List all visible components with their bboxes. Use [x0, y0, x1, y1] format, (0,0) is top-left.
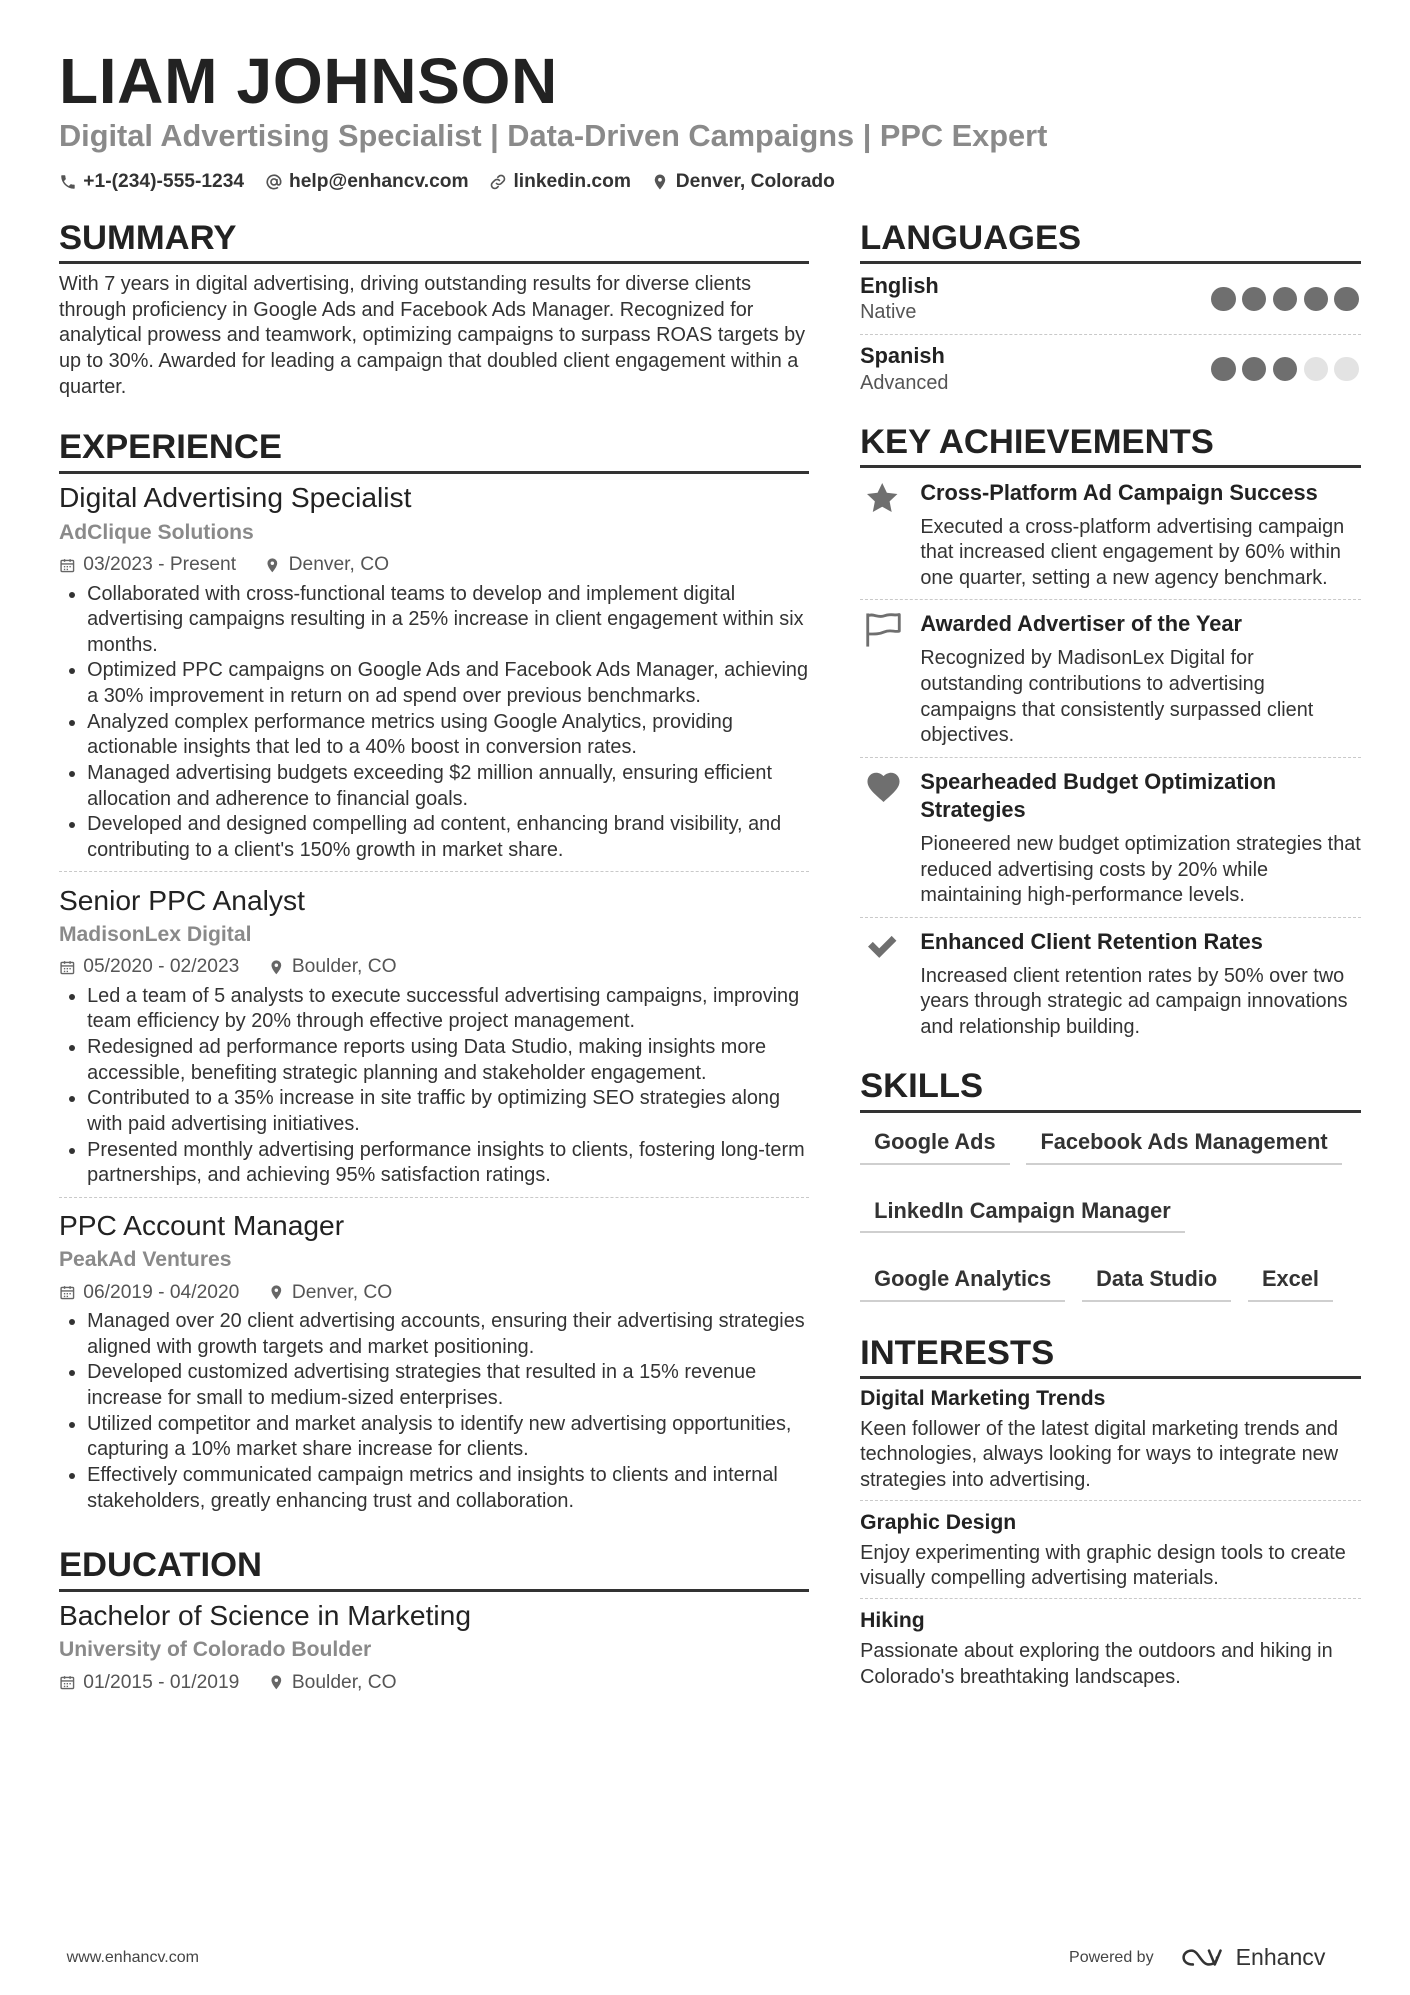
rating-dot-filled: [1211, 287, 1235, 311]
achievement-icon-wrap: [860, 610, 920, 748]
summary-heading: SUMMARY: [59, 218, 809, 265]
experience-heading: EXPERIENCE: [59, 427, 809, 474]
skills-section: [860, 1066, 1361, 1326]
calendar-icon: [59, 1284, 76, 1301]
job-entry: [59, 1197, 809, 1522]
skills-heading: SKILLS: [860, 1066, 1361, 1113]
achievement-item: [860, 599, 1361, 756]
at-icon: [265, 173, 283, 191]
enhancv-logo-icon: [1179, 1946, 1225, 1969]
interest-title: Digital Marketing Trends: [860, 1386, 1106, 1410]
contact-phone[interactable]: [59, 169, 244, 195]
job-location-wrap: [268, 954, 397, 980]
interest-desc: Enjoy experimenting with graphic design tools to create visually compelling advertising materials.: [860, 1541, 1346, 1590]
achievement-title: Cross-Platform Ad Campaign Success: [920, 479, 1318, 505]
language-item: [860, 270, 1361, 334]
achievement-icon-wrap: [860, 479, 920, 592]
job-bullet: • Analyzed complex performance metrics using Google Analytics, providing actionable insights that led to a 40% boost in conversion rates.: [87, 710, 809, 761]
skill-tag: Data Studio: [1082, 1258, 1231, 1302]
contact-location: [651, 169, 834, 195]
enhancv-logo[interactable]: [1179, 1944, 1325, 1971]
education-section: [59, 1545, 809, 1703]
rating-dot-filled: [1273, 357, 1297, 381]
summary-text: With 7 years in digital advertising, driving outstanding results for diverse clients through proficiency in Google Ads and Facebook Ads Manager. Recognized for analytical prowess and teamwork, optimizing campaigns to surpass ROAS targets by up to 30%. Awarded for leading a campaign that doubled client engagement within a quarter.: [58, 273, 806, 398]
interest-item: [860, 1598, 1361, 1696]
achievement-desc: Executed a cross-platform advertising campaign that increased client engagement by 60% within one quarter, setting a new agency benchmark.: [920, 515, 1345, 589]
education-location: Boulder, CO: [291, 1671, 397, 1693]
skill-tag: Google Ads: [860, 1120, 1010, 1164]
left-column: [59, 218, 809, 1703]
job-bullet: • Managed advertising budgets exceeding $2 million annually, ensuring efficient allocation and adherence to financial goals.: [87, 761, 809, 812]
powered-by-label: Powered by: [1069, 1948, 1154, 1967]
achievement-title: Spearheaded Budget Optimization Strategies: [920, 768, 1277, 823]
job-bullet: • Developed and designed compelling ad content, enhancing brand visibility, and contributing to a client's 150% growth in market share.: [87, 812, 809, 863]
location-pin-icon: [264, 557, 281, 574]
phone-icon: [59, 173, 77, 191]
interest-desc: Keen follower of the latest digital marketing trends and technologies, always looking for ways to integrate new strategies into advertising.: [860, 1417, 1339, 1491]
interest-title: Graphic Design: [860, 1510, 1017, 1534]
job-meta: [59, 552, 809, 578]
education-heading: EDUCATION: [59, 1545, 809, 1592]
job-entry: [59, 480, 809, 871]
contact-linkedin-text: linkedin.com: [513, 171, 631, 193]
languages-section: [860, 218, 1361, 404]
achievement-desc: Increased client retention rates by 50% over two years through strategic ad campaign innovations and relationship building.: [920, 964, 1348, 1038]
job-bullet: • Utilized competitor and market analysis to identify new advertising opportunities, capturing a 10% market share increase for clients.: [87, 1412, 809, 1463]
job-dates: 05/2020 - 02/2023: [83, 956, 240, 978]
job-bullet: • Collaborated with cross-functional teams to develop and implement digital advertising campaigns resulting in a 25% increase in client engagement within six months.: [87, 582, 809, 659]
job-bullet: • Optimized PPC campaigns on Google Ads and Facebook Ads Manager, achieving a 30% improvement in return on ad spend over previous benchmarks.: [87, 658, 809, 709]
job-bullet: • Contributed to a 35% increase in site traffic by optimizing SEO strategies along with paid advertising initiatives.: [87, 1086, 809, 1137]
job-dates: 03/2023 - Present: [83, 554, 237, 576]
job-meta: [59, 954, 809, 980]
achievement-title: Awarded Advertiser of the Year: [920, 611, 1242, 637]
footer-website[interactable]: www.enhancv.com: [66, 1948, 199, 1967]
rating-dot-filled: [1273, 287, 1297, 311]
achievement-desc: Recognized by MadisonLex Digital for outstanding contributions to advertising campaigns that consistently surpassed client objectives.: [920, 647, 1314, 747]
job-location: Denver, CO: [288, 554, 390, 576]
rating-dot-filled: [1242, 287, 1266, 311]
skill-tag: Facebook Ads Management: [1026, 1120, 1341, 1164]
interest-title: Hiking: [860, 1608, 925, 1632]
achievement-item: [860, 917, 1361, 1049]
language-level: Advanced: [860, 371, 949, 394]
language-name: English: [860, 273, 939, 299]
heart-icon: [863, 768, 904, 806]
skill-tag: LinkedIn Campaign Manager: [860, 1189, 1185, 1233]
language-name: Spanish: [860, 343, 945, 369]
job-meta: [59, 1280, 809, 1306]
candidate-headline: Digital Advertising Specialist | Data-Driven Campaigns | PPC Expert: [58, 117, 1048, 153]
contact-location-text: Denver, Colorado: [675, 171, 835, 193]
job-location: Boulder, CO: [291, 956, 397, 978]
language-item: [860, 334, 1361, 404]
job-location-wrap: [264, 552, 389, 578]
interest-item: [860, 1379, 1361, 1500]
rating-dot-empty: [1304, 357, 1328, 381]
brand-name: Enhancv: [1235, 1944, 1326, 1971]
job-location: Denver, CO: [291, 1281, 393, 1303]
job-title: Digital Advertising Specialist: [58, 481, 412, 514]
achievement-item: [860, 757, 1361, 917]
interest-desc: Passionate about exploring the outdoors and hiking in Colorado's breathtaking landscapes.: [860, 1640, 1333, 1688]
location-pin-icon: [651, 173, 669, 191]
achievements-heading: KEY ACHIEVEMENTS: [860, 422, 1361, 469]
job-bullets: [59, 1309, 809, 1514]
rating-dot-filled: [1304, 287, 1328, 311]
achievement-desc: Pioneered new budget optimization strategies that reduced advertising costs by 20% while maintaining high-performance levels.: [920, 832, 1361, 907]
skill-tag: Excel: [1248, 1258, 1333, 1302]
achievement-icon-wrap: [860, 768, 920, 909]
interests-heading: INTERESTS: [860, 1333, 1361, 1380]
job-bullet: • Presented monthly advertising performance insights to clients, fostering long-term partnerships, and achieving 95% satisfaction ratings.: [87, 1138, 809, 1189]
candidate-name: LIAM JOHNSON: [58, 44, 558, 117]
summary-section: [59, 218, 809, 400]
contact-linkedin[interactable]: [489, 169, 631, 195]
location-pin-icon: [268, 959, 285, 976]
contact-email-text: help@enhancv.com: [288, 171, 469, 193]
footer-powered-by: [1069, 1944, 1325, 1971]
flag-icon: [863, 610, 904, 648]
skill-tag: Google Analytics: [860, 1258, 1065, 1302]
checkmark-icon: [863, 928, 901, 964]
job-bullet: • Redesigned ad performance reports using Data Studio, making insights more accessible, benefiting strategic planning and stakeholder engagement.: [87, 1035, 809, 1086]
job-bullet: • Effectively communicated campaign metrics and insights to clients and internal stakeholders, greatly enhancing trust and collaboration.: [87, 1463, 809, 1514]
job-bullets: [59, 582, 809, 864]
calendar-icon: [59, 557, 76, 574]
rating-dot-filled: [1242, 357, 1266, 381]
rating-dot-empty: [1334, 357, 1358, 381]
job-bullet: • Led a team of 5 analysts to execute successful advertising campaigns, improving team efficiency by 20% through effective project management.: [87, 984, 809, 1035]
contact-bar: [59, 169, 855, 195]
education-meta: [59, 1670, 809, 1696]
link-icon: [489, 173, 507, 191]
right-column: [860, 218, 1361, 1697]
job-company: MadisonLex Digital: [58, 922, 252, 946]
language-rating: [1211, 357, 1358, 381]
calendar-icon: [59, 959, 76, 976]
job-bullet: • Managed over 20 client advertising accounts, ensuring their advertising strategies aligned with growth targets and market positioning.: [87, 1309, 809, 1360]
location-pin-icon: [268, 1284, 285, 1301]
job-bullet: • Developed customized advertising strategies that resulted in a 15% revenue increase for small to medium-sized enterprises.: [87, 1360, 809, 1411]
education-degree: Bachelor of Science in Marketing: [58, 1598, 472, 1631]
calendar-icon: [59, 1674, 76, 1691]
achievements-section: [860, 422, 1361, 1048]
star-icon: [863, 479, 901, 517]
job-entry: [59, 871, 809, 1196]
skills-list: [860, 1120, 1361, 1326]
education-school: University of Colorado Boulder: [58, 1638, 372, 1662]
experience-section: [59, 427, 809, 1522]
contact-phone-text: +1-(234)-555-1234: [83, 171, 245, 193]
achievement-title: Enhanced Client Retention Rates: [920, 928, 1263, 954]
interest-item: [860, 1500, 1361, 1598]
job-dates: 06/2019 - 04/2020: [83, 1281, 240, 1303]
language-rating: [1211, 287, 1358, 311]
interests-section: [860, 1333, 1361, 1697]
education-location-wrap: [268, 1670, 397, 1696]
contact-email[interactable]: [265, 169, 469, 195]
job-title: PPC Account Manager: [58, 1208, 345, 1241]
job-title: Senior PPC Analyst: [58, 883, 305, 916]
job-location-wrap: [268, 1280, 393, 1306]
education-entry: [59, 1598, 809, 1703]
rating-dot-filled: [1334, 287, 1358, 311]
rating-dot-filled: [1211, 357, 1235, 381]
job-bullets: [59, 984, 809, 1189]
language-level: Native: [860, 301, 917, 324]
languages-heading: LANGUAGES: [860, 218, 1361, 265]
education-dates: 01/2015 - 01/2019: [83, 1671, 240, 1693]
job-company: AdClique Solutions: [58, 520, 254, 544]
achievement-item: [860, 468, 1361, 599]
location-pin-icon: [268, 1674, 285, 1691]
achievement-icon-wrap: [860, 928, 920, 1041]
job-company: PeakAd Ventures: [58, 1248, 232, 1272]
